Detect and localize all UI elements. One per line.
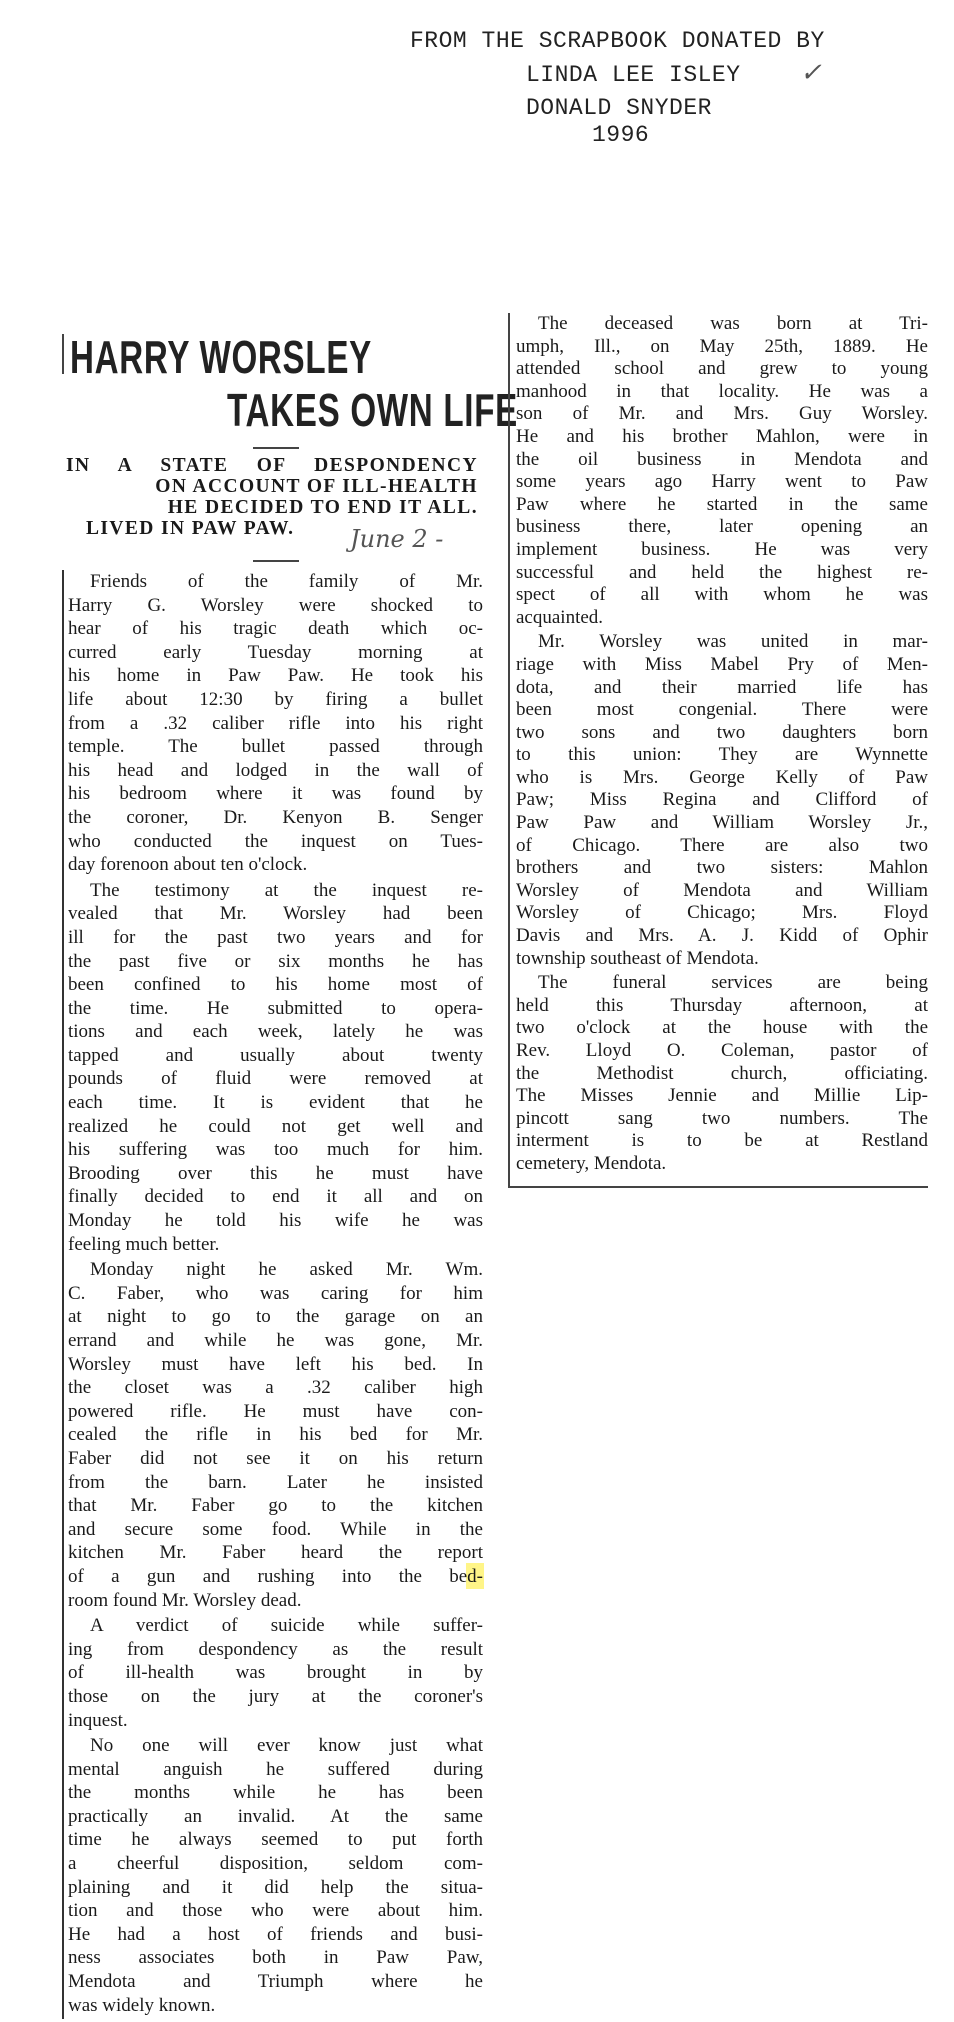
text-line: Worsley must have left his bed. In: [68, 1353, 483, 1375]
article-paragraph: [68, 1734, 483, 2017]
text-line: to this union: They are Wynnette: [516, 744, 928, 766]
text-line: of Chicago. There are also two: [516, 834, 928, 856]
text-line: Worsley of Mendota and William: [516, 879, 928, 901]
text-line: cealed the rifle in his bed for Mr.: [68, 1424, 483, 1446]
text-line: held this Thursday afternoon, at: [516, 994, 928, 1016]
article-left-column: [62, 570, 483, 2019]
scrapbook-stamp-line-1: FROM THE SCRAPBOOK DONATED BY: [410, 28, 825, 54]
article-right-column: [508, 313, 928, 1188]
article-paragraph: [68, 1614, 483, 1732]
headline-line-1: HARRY WORSLEY: [70, 331, 372, 383]
text-line: his bedroom where it was found by: [68, 783, 483, 805]
text-line: that Mr. Faber go to the kitchen: [68, 1495, 483, 1517]
text-line: of ill-health was brought in by: [68, 1662, 483, 1684]
text-line: each time. It is evident that he: [68, 1092, 483, 1114]
text-line: who is Mrs. George Kelly of Paw: [516, 766, 928, 788]
text-line: the Methodist church, officiating.: [516, 1062, 928, 1084]
text-line: spect of all with whom he was: [516, 584, 928, 606]
text-line: errand and while he was gone, Mr.: [68, 1330, 483, 1351]
text-line: Paw where he started in the same: [516, 493, 928, 515]
headline-line-2: TAKES OWN LIFE: [227, 384, 518, 436]
text-line: The funeral services are being: [538, 972, 928, 994]
text-line: been most congenial. There were: [516, 699, 928, 721]
text-line: his home in Paw Paw. He took his: [68, 665, 483, 687]
handwritten-check-mark: ✓: [800, 58, 822, 88]
text-line: manhood in that locality. He was a: [516, 380, 928, 402]
text-line: the past five or six months he has: [68, 950, 483, 972]
text-line: temple. The bullet passed through: [68, 736, 483, 758]
text-line: Harry G. Worsley were shocked to: [68, 594, 483, 616]
subheadline-line: IN A STATE OF DESPONDENCY: [66, 455, 478, 476]
text-line: kitchen Mr. Faber heard the report: [68, 1542, 483, 1564]
text-line: implement business. He was very: [516, 538, 928, 560]
text-line: the coroner, Dr. Kenyon B. Senger: [68, 806, 483, 828]
text-line: The testimony at the inquest re-: [90, 879, 483, 901]
article-paragraph: [68, 879, 483, 1257]
text-line: at night to go to the garage on an: [68, 1306, 483, 1328]
text-line: from the barn. Later he insisted: [68, 1471, 483, 1493]
text-line: practically an invalid. At the same: [68, 1805, 483, 1827]
scrapbook-stamp-line-3: DONALD SNYDER: [526, 95, 712, 121]
text-line: ill for the past two years and for: [68, 926, 483, 948]
text-line: pounds of fluid were removed at: [68, 1068, 483, 1090]
article-paragraph: [516, 313, 928, 629]
text-line: He had a host of friends and busi-: [68, 1923, 483, 1945]
text-line: the months while he has been: [68, 1782, 483, 1804]
text-line: realized he could not get well and: [68, 1115, 483, 1137]
text-line: tapped and usually about twenty: [68, 1044, 483, 1066]
text-line: curred early Tuesday morning at: [68, 641, 483, 663]
text-line: ness associates both in Paw Paw,: [68, 1947, 483, 1969]
text-line: and secure some food. While in the: [68, 1518, 483, 1540]
text-line: those on the jury at the coroner's: [68, 1685, 483, 1707]
subheadline-line: HE DECIDED TO END IT ALL.: [167, 497, 478, 518]
text-line: attended school and grew to young: [516, 358, 928, 380]
text-line: the closet was a .32 caliber high: [68, 1377, 483, 1399]
text-line: business there, later opening an: [516, 516, 928, 538]
headline-left-rule: [62, 334, 64, 374]
text-line: He and his brother Mahlon, were in: [516, 425, 928, 447]
article-paragraph: [516, 631, 928, 970]
text-line: Monday night he asked Mr. Wm.: [90, 1259, 483, 1281]
scrapbook-stamp-line-2: LINDA LEE ISLEY: [526, 62, 741, 88]
text-line: feeling much better.: [68, 1233, 220, 1255]
text-line: day forenoon about ten o'clock.: [68, 854, 308, 876]
text-line: plaining and it did help the situa-: [68, 1876, 483, 1898]
text-line: was widely known.: [68, 1994, 216, 2016]
text-line: successful and held the highest re-: [516, 561, 928, 583]
text-line: tions and each week, lately he was: [68, 1021, 483, 1043]
article-paragraph: [516, 972, 928, 1175]
text-line: cemetery, Mendota.: [516, 1152, 667, 1174]
text-line: powered rifle. He must have con-: [68, 1400, 483, 1422]
text-line: Paw Paw and William Worsley Jr.,: [516, 812, 928, 834]
article-paragraph: [68, 1258, 483, 1612]
text-line: The Misses Jennie and Millie Lip-: [516, 1085, 928, 1107]
text-line: the time. He submitted to opera-: [68, 997, 483, 1019]
text-line: No one will ever know just what: [90, 1735, 483, 1757]
text-line: Davis and Mrs. A. J. Kidd of Ophir: [516, 925, 928, 947]
text-line: hear of his tragic death which oc-: [68, 618, 483, 640]
text-line: dota, and their married life has: [516, 676, 928, 698]
text-line: some years ago Harry went to Paw: [516, 471, 928, 493]
text-line: brothers and two sisters: Mahlon: [516, 857, 928, 879]
text-line: Monday he told his wife he was: [68, 1210, 483, 1232]
text-line: Paw; Miss Regina and Clifford of: [516, 789, 928, 811]
text-line: time he always seemed to put forth: [68, 1829, 483, 1851]
text-line: A verdict of suicide while suffer-: [90, 1615, 483, 1637]
text-line: the oil business in Mendota and: [516, 448, 928, 470]
text-line: of a gun and rushing into the bed-: [68, 1565, 483, 1587]
text-line: vealed that Mr. Worsley had been: [68, 903, 483, 925]
text-line: township southeast of Mendota.: [516, 947, 759, 969]
text-line: who conducted the inquest on Tues-: [68, 830, 483, 852]
text-line: been confined to his home most of: [68, 974, 483, 996]
text-line: his suffering was too much for him.: [68, 1139, 483, 1161]
text-line: inquest.: [68, 1709, 128, 1731]
article-paragraph: [68, 570, 483, 877]
text-line: C. Faber, who was caring for him: [68, 1282, 483, 1304]
subheadline-line: ON ACCOUNT OF ILL-HEALTH: [155, 476, 478, 497]
scrapbook-stamp-year: 1996: [592, 122, 650, 148]
text-line: Mendota and Triumph where he: [68, 1971, 483, 1993]
text-line: umph, Ill., on May 25th, 1889. He: [516, 335, 928, 357]
text-line: tion and those who were about him.: [68, 1900, 483, 1922]
text-line: room found Mr. Worsley dead.: [68, 1589, 302, 1611]
text-line: acquainted.: [516, 606, 604, 628]
handwritten-date: June 2 -: [350, 525, 444, 553]
text-line: riage with Miss Mabel Pry of Men-: [516, 653, 928, 675]
text-line: finally decided to end it all and on: [68, 1186, 483, 1208]
text-line: mental anguish he suffered during: [68, 1758, 483, 1780]
text-line: a cheerful disposition, seldom com-: [68, 1853, 483, 1875]
text-line: Mr. Worsley was united in mar-: [538, 631, 928, 653]
text-line: Friends of the family of Mr.: [90, 571, 483, 592]
text-line: The deceased was born at Tri-: [538, 313, 928, 334]
text-line: from a .32 caliber rifle into his right: [68, 712, 483, 734]
text-line: life about 12:30 by firing a bullet: [68, 688, 483, 710]
text-line: ing from despondency as the result: [68, 1638, 483, 1660]
text-line: interment is to be at Restland: [516, 1130, 928, 1152]
text-line: Faber did not see it on his return: [68, 1447, 483, 1469]
subheadline-line: LIVED IN PAW PAW.: [86, 518, 295, 539]
text-line: two o'clock at the house with the: [516, 1017, 928, 1039]
divider: [253, 447, 299, 449]
text-line: his head and lodged in the wall of: [68, 759, 483, 781]
text-line: two sons and two daughters born: [516, 721, 928, 743]
text-line: son of Mr. and Mrs. Guy Worsley.: [516, 403, 928, 425]
text-line: Rev. Lloyd O. Coleman, pastor of: [516, 1040, 928, 1061]
text-line: Worsley of Chicago; Mrs. Floyd: [516, 902, 928, 924]
text-line: Brooding over this he must have: [68, 1162, 483, 1184]
text-line: pincott sang two numbers. The: [516, 1107, 928, 1129]
divider: [253, 560, 299, 562]
